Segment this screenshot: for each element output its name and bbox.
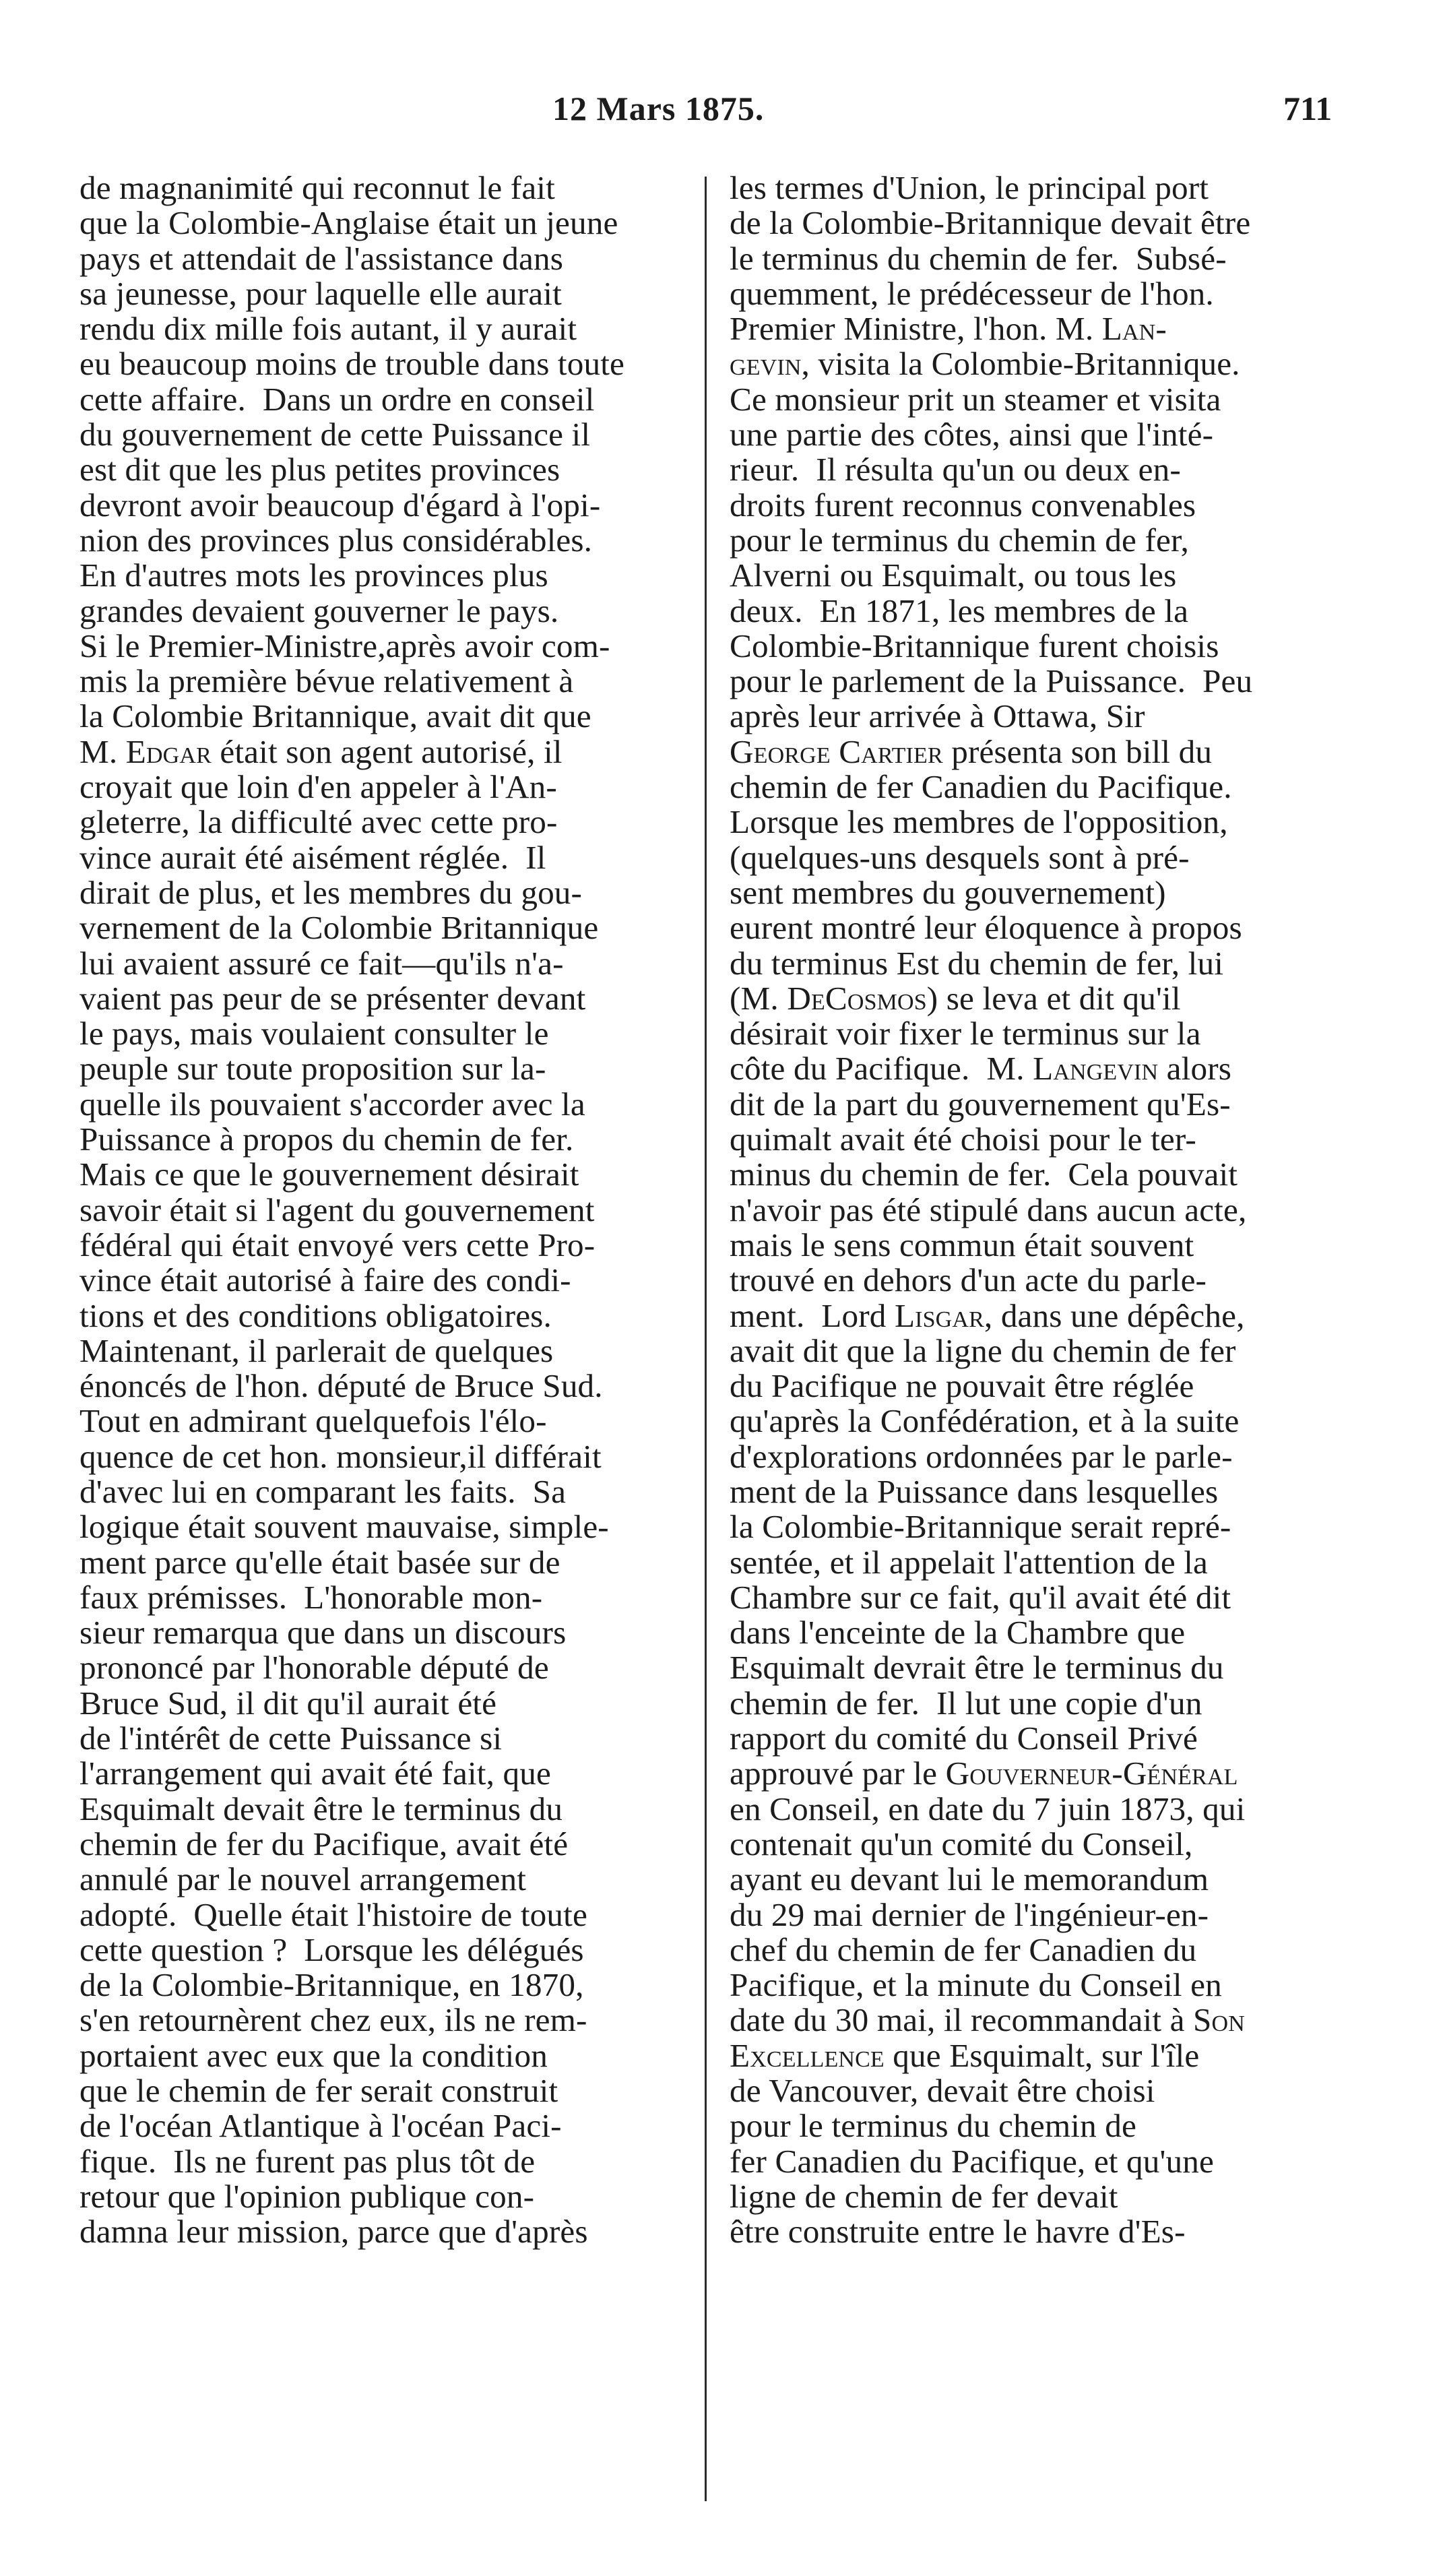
text-line: vernement de la Colombie Britannique (79, 909, 599, 947)
text-line: après leur arrivée à Ottawa, Sir (730, 697, 1145, 735)
text-line: portaient avec eux que la condition (79, 2036, 548, 2074)
text-line: prononcé par l'honorable député de (79, 1649, 549, 1687)
text-line: de la Colombie-Britannique, en 1870, (79, 1966, 584, 2004)
text-line: cette affaire. Dans un ordre en conseil (79, 380, 595, 418)
text-column-right (730, 170, 1349, 2250)
text-line: fédéral qui était envoyé vers cette Pro- (79, 1226, 596, 1263)
text-line: en Conseil, en date du 7 juin 1873, qui (730, 1790, 1246, 1827)
text-line: deux. En 1871, les membres de la (730, 592, 1189, 629)
text-line: Excellence que Esquimalt, sur l'île (730, 2036, 1200, 2074)
text-line: (quelques-uns desquels sont à pré- (730, 838, 1190, 876)
text-line: retour que l'opinion publique con- (79, 2177, 535, 2215)
text-line: quelle ils pouvaient s'accorder avec la (79, 1085, 585, 1123)
text-line: Puissance à propos du chemin de fer. (79, 1121, 574, 1158)
text-line: le terminus du chemin de fer. Subsé- (730, 239, 1227, 277)
text-line: de l'océan Atlantique à l'océan Paci- (79, 2107, 562, 2145)
text-line: tions et des conditions obligatoires. (79, 1296, 552, 1334)
text-line: n'avoir pas été stipulé dans aucun acte, (730, 1191, 1247, 1228)
text-line: contenait qu'un comité du Conseil, (730, 1825, 1193, 1862)
text-line: pour le parlement de la Puissance. Peu (730, 662, 1253, 700)
text-line: trouvé en dehors d'un acte du parle- (730, 1261, 1207, 1299)
text-line: nion des provinces plus considérables. (79, 521, 593, 559)
text-line: peuple sur toute proposition sur la- (79, 1050, 546, 1088)
text-line: ment parce qu'elle était basée sur de (79, 1543, 560, 1581)
text-line: ment. Lord Lisgar, dans une dépêche, (730, 1296, 1245, 1334)
text-line: quimalt avait été choisi pour le ter- (730, 1121, 1196, 1158)
page-header-date: 12 Mars 1875. (552, 90, 765, 127)
text-line: que la Colombie-Anglaise était un jeune (79, 204, 618, 242)
text-line: la Colombie-Britannique serait repré- (730, 1508, 1231, 1546)
text-line: mais le sens commun était souvent (730, 1226, 1194, 1263)
text-line: annulé par le nouvel arrangement (79, 1860, 527, 1898)
text-line: pour le terminus du chemin de (730, 2107, 1137, 2145)
text-line: ment de la Puissance dans lesquelles (730, 1472, 1219, 1510)
text-line: rieur. Il résulta qu'un ou deux en- (730, 451, 1181, 489)
text-line: vince aurait été aisément réglée. Il (79, 838, 546, 876)
text-line: la Colombie Britannique, avait dit que (79, 697, 591, 735)
text-line: eu beaucoup moins de trouble dans toute (79, 345, 625, 383)
text-line: chemin de fer Canadien du Pacifique. (730, 768, 1232, 806)
text-line: vaient pas peur de se présenter devant (79, 979, 586, 1017)
text-line: Chambre sur ce fait, qu'il avait été dit (730, 1578, 1231, 1616)
text-line: eurent montré leur éloquence à propos (730, 909, 1242, 947)
text-line: le pays, mais voulaient consulter le (79, 1015, 549, 1053)
text-line: de magnanimité qui reconnut le fait (79, 169, 555, 206)
text-line: adopté. Quelle était l'histoire de toute (79, 1895, 587, 1933)
text-line: pays et attendait de l'assistance dans (79, 239, 563, 277)
text-line: damna leur mission, parce que d'après (79, 2213, 588, 2251)
text-line: ligne de chemin de fer devait (730, 2177, 1118, 2215)
text-line: (M. DeCosmos) se leva et dit qu'il (730, 979, 1181, 1017)
text-line: M. Edgar était son agent autorisé, il (79, 732, 563, 770)
text-line: devront avoir beaucoup d'égard à l'opi- (79, 486, 601, 524)
text-line: cette question ? Lorsque les délégués (79, 1930, 584, 1968)
text-line: gleterre, la difficulté avec cette pro- (79, 803, 558, 841)
text-line: George Cartier présenta son bill du (730, 732, 1213, 770)
column-divider (705, 177, 707, 2501)
text-line: sieur remarqua que dans un discours (79, 1614, 567, 1652)
text-line: approuvé par le Gouverneur-Général (730, 1755, 1238, 1792)
text-line: Esquimalt devrait être le terminus du (730, 1649, 1224, 1687)
text-line: savoir était si l'agent du gouvernement (79, 1191, 595, 1228)
text-column-left (79, 170, 686, 2250)
text-line: Lorsque les membres de l'opposition, (730, 803, 1228, 841)
text-line: énoncés de l'hon. député de Bruce Sud. (79, 1367, 603, 1405)
text-line: ayant eu devant lui le memorandum (730, 1860, 1209, 1898)
text-line: dirait de plus, et les membres du gou- (79, 873, 583, 911)
text-line: droits furent reconnus convenables (730, 486, 1196, 524)
text-line: En d'autres mots les provinces plus (79, 557, 548, 594)
text-line: rapport du comité du Conseil Privé (730, 1720, 1198, 1757)
text-line: du Pacifique ne pouvait être réglée (730, 1367, 1194, 1405)
text-line: du 29 mai dernier de l'ingénieur-en- (730, 1895, 1209, 1933)
text-line: faux prémisses. L'honorable mon- (79, 1578, 543, 1616)
text-line: chef du chemin de fer Canadien du (730, 1930, 1197, 1968)
text-line: de l'intérêt de cette Puissance si (79, 1720, 503, 1757)
text-line: du terminus Est du chemin de fer, lui (730, 944, 1224, 982)
text-line: côte du Pacifique. M. Langevin alors (730, 1050, 1232, 1088)
text-line: lui avaient assuré ce fait—qu'ils n'a- (79, 944, 564, 982)
running-header (0, 89, 1445, 136)
text-line: désirait voir fixer le terminus sur la (730, 1015, 1201, 1053)
text-line: Ce monsieur prit un steamer et visita (730, 380, 1221, 418)
text-line: fique. Ils ne furent pas plus tôt de (79, 2142, 536, 2180)
text-line: croyait que loin d'en appeler à l'An- (79, 768, 557, 806)
text-line: s'en retournèrent chez eux, ils ne rem- (79, 2001, 587, 2039)
page-number: 711 (1283, 90, 1332, 127)
text-line: qu'après la Confédération, et à la suite (730, 1402, 1240, 1440)
text-line: est dit que les plus petites provinces (79, 451, 560, 489)
text-line: d'avec lui en comparant les faits. Sa (79, 1472, 567, 1510)
text-line: fer Canadien du Pacifique, et qu'une (730, 2142, 1215, 2180)
text-line: Colombie-Britannique furent choisis (730, 627, 1219, 664)
text-line: chemin de fer. Il lut une copie d'un (730, 1684, 1202, 1722)
text-line: de Vancouver, devait être choisi (730, 2072, 1155, 2110)
text-line: les termes d'Union, le principal port (730, 169, 1209, 206)
text-line: quence de cet hon. monsieur,il différait (79, 1437, 602, 1475)
text-line: quemment, le prédécesseur de l'hon. (730, 274, 1214, 312)
text-line: logique était souvent mauvaise, simple- (79, 1508, 609, 1546)
text-line: sentée, et il appelait l'attention de la (730, 1543, 1209, 1581)
text-line: Mais ce que le gouvernement désirait (79, 1156, 579, 1193)
text-line: mis la première bévue relativement à (79, 662, 574, 700)
text-line: dit de la part du gouvernement qu'Es- (730, 1085, 1231, 1123)
text-line: Esquimalt devait être le terminus du (79, 1790, 563, 1827)
text-line: Alverni ou Esquimalt, ou tous les (730, 557, 1177, 594)
text-line: pour le terminus du chemin de fer, (730, 521, 1189, 559)
text-line: être construite entre le havre d'Es- (730, 2213, 1186, 2251)
text-line: dans l'enceinte de la Chambre que (730, 1614, 1186, 1652)
text-line: avait dit que la ligne du chemin de fer (730, 1331, 1236, 1369)
text-line: chemin de fer du Pacifique, avait été (79, 1825, 569, 1862)
text-line: rendu dix mille fois autant, il y aurait (79, 310, 577, 348)
text-line: sent membres du gouvernement) (730, 873, 1166, 911)
text-line: Pacifique, et la minute du Conseil en (730, 1966, 1222, 2004)
text-line: sa jeunesse, pour laquelle elle aurait (79, 274, 562, 312)
text-line: que le chemin de fer serait construit (79, 2072, 558, 2110)
text-line: du gouvernement de cette Puissance il (79, 416, 591, 453)
text-line: une partie des côtes, ainsi que l'inté- (730, 416, 1214, 453)
text-line: Maintenant, il parlerait de quelques (79, 1331, 554, 1369)
text-line: de la Colombie-Britannique devait être (730, 204, 1251, 242)
text-line: l'arrangement qui avait été fait, que (79, 1755, 551, 1792)
text-line: grandes devaient gouverner le pays. (79, 592, 559, 629)
text-line: Si le Premier-Ministre,après avoir com- (79, 627, 610, 664)
text-line: Bruce Sud, il dit qu'il aurait été (79, 1684, 497, 1722)
text-line: minus du chemin de fer. Cela pouvait (730, 1156, 1238, 1193)
text-line: date du 30 mai, il recommandait à Son (730, 2001, 1245, 2039)
text-line: Tout en admirant quelquefois l'élo- (79, 1402, 547, 1440)
text-line: d'explorations ordonnées par le parle- (730, 1437, 1233, 1475)
text-line: gevin, visita la Colombie-Britannique. (730, 345, 1240, 383)
text-line: Premier Ministre, l'hon. M. Lan- (730, 310, 1167, 348)
text-line: vince était autorisé à faire des condi- (79, 1261, 571, 1299)
